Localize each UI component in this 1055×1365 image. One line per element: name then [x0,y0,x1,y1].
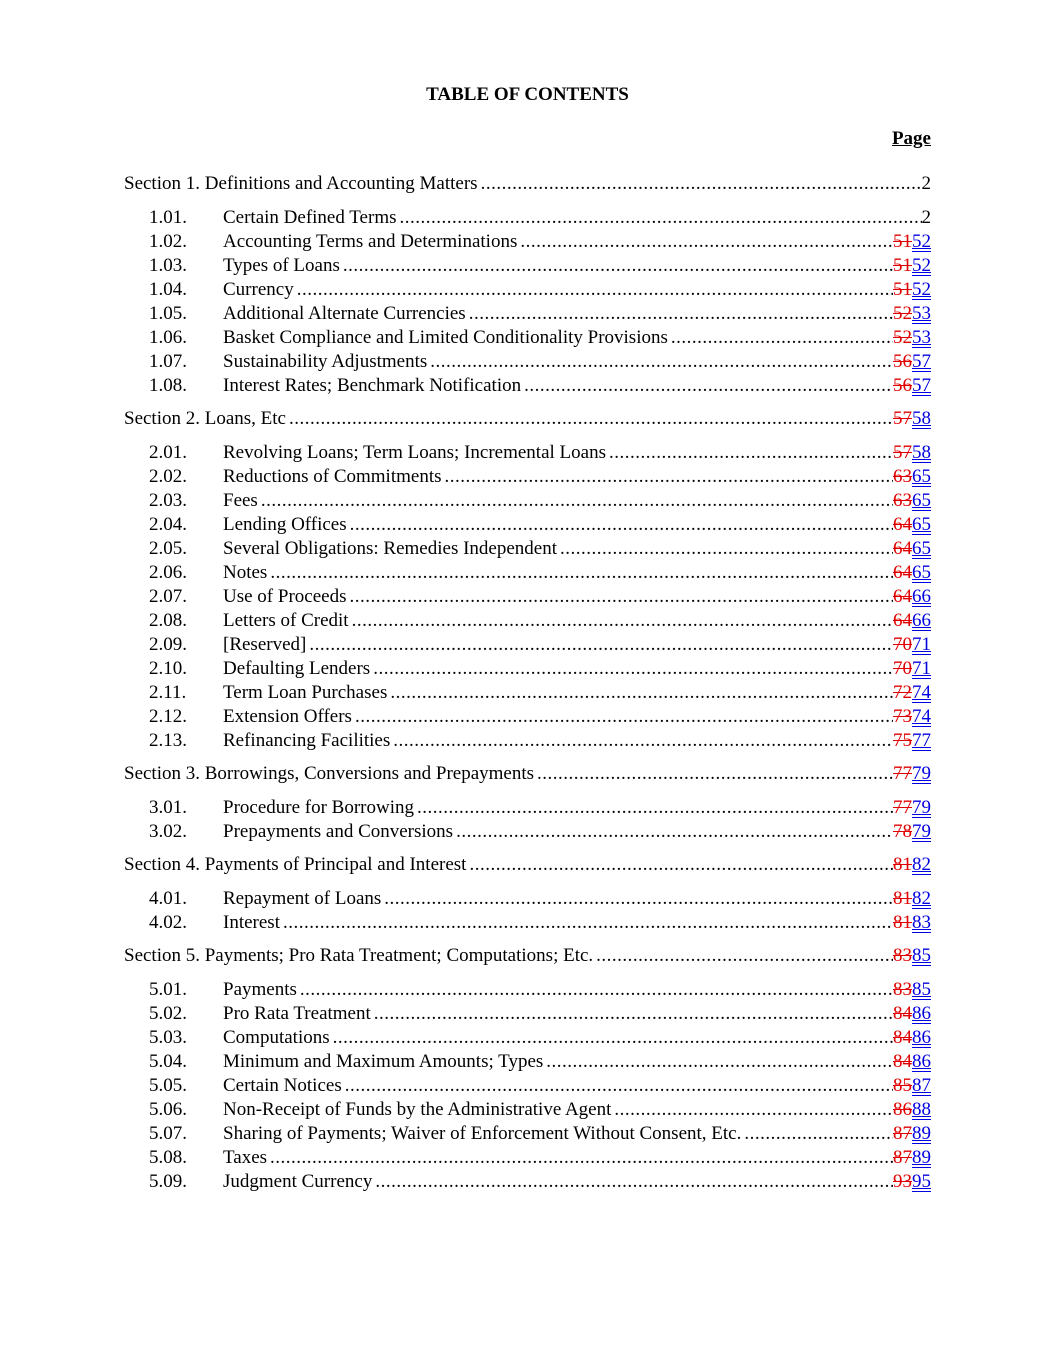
entry-page [893,609,931,633]
inserted-page-number[interactable]: 66 [912,610,931,631]
dot-leader [668,326,893,350]
dot-leader [390,729,893,753]
entry-page [893,537,931,561]
entry-page [893,1170,931,1194]
entry-page [893,633,931,657]
toc-subsection-entry[interactable] [124,681,931,705]
toc-subsection-entry[interactable] [124,1146,931,1170]
entry-page [893,1146,931,1170]
entry-title: Section 5. Payments; Pro Rata Treatment; Computations; Etc. [124,945,594,966]
dot-leader [267,561,893,585]
toc-subsection-entry[interactable] [124,374,931,398]
entry-title: Reductions of Commitments [223,466,442,487]
toc-subsection-entry[interactable] [124,1002,931,1026]
inserted-page-number[interactable]: 79 [912,821,931,842]
dot-leader [466,302,893,326]
dot-leader [534,762,893,786]
entry-number: 1.03. [149,255,187,276]
entry-page [893,585,931,609]
toc-subsection-entry[interactable] [124,978,931,1002]
entry-page [893,254,931,278]
entry-title: Section 1. Definitions and Accounting Matters [124,173,478,194]
toc-subsection-entry[interactable] [124,350,931,374]
entry-title: Prepayments and Conversions [223,821,454,842]
entry-page [893,820,931,844]
dot-leader [387,681,893,705]
entry-page [893,326,931,350]
inserted-page-number[interactable]: 65 [912,514,931,535]
toc-subsection-entry[interactable] [124,705,931,729]
toc-subsection-entry[interactable] [124,657,931,681]
entry-title: Defaulting Lenders [223,658,371,679]
dot-leader [397,206,922,230]
entry-title: Sustainability Adjustments [223,351,428,372]
entry-title: Additional Alternate Currencies [223,303,466,324]
dot-leader [306,633,893,657]
inserted-page-number[interactable]: 88 [912,1099,931,1120]
toc-section-entry[interactable] [124,853,931,877]
entry-title: Extension Offers [223,706,352,727]
inserted-page-number[interactable]: 79 [912,763,931,784]
dot-leader [611,1098,893,1122]
page-number: 2 [921,173,931,194]
dot-leader [521,374,893,398]
entry-number: 3.02. [149,821,187,842]
toc-subsection-entry[interactable] [124,1050,931,1074]
entry-page [893,853,931,877]
entry-title: Pro Rata Treatment [223,1003,371,1024]
deleted-page-number: 86 [893,1099,912,1120]
inserted-page-number[interactable]: 83 [912,912,931,933]
entry-number: 5.07. [149,1123,187,1144]
dot-leader [427,350,893,374]
deleted-page-number: 84 [893,1051,912,1072]
inserted-page-number[interactable]: 95 [912,1171,931,1192]
toc-subsection-entry[interactable] [124,633,931,657]
dot-leader [286,407,893,431]
deleted-page-number: 70 [893,658,912,679]
entry-number: 2.04. [149,514,187,535]
deleted-page-number: 56 [893,375,912,396]
dot-leader [294,278,893,302]
dot-leader [453,820,893,844]
toc-subsection-entry[interactable] [124,489,931,513]
toc-subsection-entry[interactable] [124,513,931,537]
entry-title: Certain Notices [223,1075,342,1096]
dot-leader [557,537,893,561]
dot-leader [258,489,893,513]
entry-page [893,729,931,753]
entry-title: Repayment of Loans [223,888,382,909]
inserted-page-number[interactable]: 53 [912,327,931,348]
entry-number: 5.08. [149,1147,187,1168]
deleted-page-number: 87 [893,1147,912,1168]
entry-number: 2.03. [149,490,187,511]
toc-subsection-entry[interactable] [124,302,931,326]
toc-subsection-entry[interactable] [124,1098,931,1122]
entry-title: Section 4. Payments of Principal and Interest [124,854,467,875]
deleted-page-number: 51 [893,279,912,300]
entry-number: 2.13. [149,730,187,751]
inserted-page-number[interactable]: 87 [912,1075,931,1096]
dot-leader [330,1026,893,1050]
toc-subsection-entry[interactable] [124,911,931,935]
deleted-page-number: 81 [893,912,912,933]
inserted-page-number[interactable]: 66 [912,586,931,607]
entry-page [893,441,931,465]
toc-subsection-entry[interactable] [124,441,931,465]
toc-subsection-entry[interactable] [124,585,931,609]
inserted-page-number[interactable]: 52 [912,255,931,276]
entry-page [893,762,931,786]
entry-title: Non-Receipt of Funds by the Administrative Agent [223,1099,612,1120]
deleted-page-number: 83 [893,945,912,966]
entry-page [893,1050,931,1074]
dot-leader [370,657,893,681]
dot-leader [606,441,893,465]
entry-number: 1.06. [149,327,187,348]
deleted-page-number: 87 [893,1123,912,1144]
dot-leader [466,853,893,877]
inserted-page-number[interactable]: 57 [912,375,931,396]
deleted-page-number: 81 [893,888,912,909]
toc-section-entry[interactable] [124,762,931,786]
table-of-contents [124,172,931,1194]
dot-leader [352,705,893,729]
deleted-page-number: 64 [893,514,912,535]
dot-leader [267,1146,893,1170]
deleted-page-number: 63 [893,490,912,511]
inserted-page-number[interactable]: 58 [912,442,931,463]
entry-page [893,350,931,374]
entry-number: 5.05. [149,1075,187,1096]
entry-title: Use of Proceeds [223,586,347,607]
entry-title: Section 3. Borrowings, Conversions and Prepayments [124,763,535,784]
entry-number: 2.08. [149,610,187,631]
entry-page [893,513,931,537]
toc-subsection-entry[interactable] [124,1122,931,1146]
entry-title: Interest [223,912,280,933]
deleted-page-number: 78 [893,821,912,842]
entry-title: Procedure for Borrowing [223,797,415,818]
entry-page [893,681,931,705]
deleted-page-number: 51 [893,255,912,276]
deleted-page-number: 85 [893,1075,912,1096]
toc-section-entry[interactable] [124,944,931,968]
inserted-page-number[interactable]: 65 [912,466,931,487]
entry-title: Interest Rates; Benchmark Notification [223,375,522,396]
entry-page [893,374,931,398]
entry-number: 5.02. [149,1003,187,1024]
entry-number: 1.02. [149,231,187,252]
deleted-page-number: 81 [893,854,912,875]
entry-number: 2.07. [149,586,187,607]
entry-title: Taxes [223,1147,268,1168]
dot-leader [342,1074,893,1098]
entry-number: 3.01. [149,797,187,818]
entry-number: 4.02. [149,912,187,933]
dot-leader [346,585,893,609]
inserted-page-number[interactable]: 74 [912,682,931,703]
entry-number: 4.01. [149,888,187,909]
entry-number: 1.07. [149,351,187,372]
entry-title: Certain Defined Terms [223,207,397,228]
dot-leader [349,609,893,633]
inserted-page-number[interactable]: 86 [912,1051,931,1072]
entry-number: 2.11. [149,682,187,703]
deleted-page-number: 57 [893,408,912,429]
entry-number: 2.01. [149,442,187,463]
toc-subsection-entry[interactable] [124,254,931,278]
inserted-page-number[interactable]: 71 [912,634,931,655]
dot-leader [297,978,893,1002]
dot-leader [347,513,893,537]
entry-number: 5.03. [149,1027,187,1048]
inserted-page-number[interactable]: 58 [912,408,931,429]
dot-leader [381,887,893,911]
inserted-page-number[interactable]: 89 [912,1123,931,1144]
dot-leader [371,1002,893,1026]
toc-subsection-entry[interactable] [124,326,931,350]
entry-page [893,1122,931,1146]
deleted-page-number: 83 [893,979,912,1000]
entry-title: Payments [223,979,297,1000]
dot-leader [741,1122,893,1146]
inserted-page-number[interactable]: 82 [912,888,931,909]
deleted-page-number: 64 [893,562,912,583]
entry-title: Accounting Terms and Determinations [223,231,518,252]
inserted-page-number[interactable]: 53 [912,303,931,324]
entry-title: [Reserved] [223,634,307,655]
inserted-page-number[interactable]: 85 [912,979,931,1000]
entry-page [893,657,931,681]
toc-section-entry[interactable] [124,407,931,431]
entry-number: 1.08. [149,375,187,396]
entry-title: Several Obligations: Remedies Independent [223,538,557,559]
toc-subsection-entry[interactable] [124,729,931,753]
inserted-page-number[interactable]: 82 [912,854,931,875]
inserted-page-number[interactable]: 52 [912,279,931,300]
entry-title: Basket Compliance and Limited Conditionality Provisions [223,327,668,348]
deleted-page-number: 64 [893,610,912,631]
deleted-page-number: 63 [893,466,912,487]
entry-page [893,465,931,489]
dot-leader [517,230,893,254]
dot-leader [543,1050,893,1074]
entry-title: Term Loan Purchases [223,682,388,703]
toc-subsection-entry[interactable] [124,796,931,820]
dot-leader [340,254,893,278]
toc-subsection-entry[interactable] [124,465,931,489]
deleted-page-number: 93 [893,1171,912,1192]
entry-title: Computations [223,1027,330,1048]
toc-section-entry[interactable] [124,172,931,196]
entry-title: Types of Loans [223,255,340,276]
deleted-page-number: 77 [893,797,912,818]
deleted-page-number: 57 [893,442,912,463]
inserted-page-number[interactable]: 85 [912,945,931,966]
dot-leader [280,911,893,935]
entry-number: 5.09. [149,1171,187,1192]
entry-page [893,705,931,729]
entry-page [893,796,931,820]
entry-page [893,944,931,968]
dot-leader [442,465,894,489]
entry-number: 5.01. [149,979,187,1000]
entry-title: Lending Offices [223,514,347,535]
entry-number: 2.05. [149,538,187,559]
entry-number: 2.10. [149,658,187,679]
entry-page [893,407,931,431]
inserted-page-number[interactable]: 86 [912,1027,931,1048]
entry-page [893,1098,931,1122]
toc-subsection-entry[interactable] [124,1170,931,1194]
deleted-page-number: 52 [893,327,912,348]
deleted-page-number: 72 [893,682,912,703]
entry-title: Notes [223,562,268,583]
deleted-page-number: 84 [893,1003,912,1024]
entry-title: Sharing of Payments; Waiver of Enforcement Without Consent, Etc. [223,1123,742,1144]
deleted-page-number: 73 [893,706,912,727]
inserted-page-number[interactable]: 89 [912,1147,931,1168]
entry-title: Judgment Currency [223,1171,373,1192]
toc-subsection-entry[interactable] [124,278,931,302]
toc-subsection-entry[interactable] [124,1026,931,1050]
page-title: TABLE OF CONTENTS [426,84,629,105]
entry-title: Section 2. Loans, Etc [124,408,286,429]
dot-leader [414,796,893,820]
entry-title: Fees [223,490,258,511]
entry-title: Minimum and Maximum Amounts; Types [223,1051,544,1072]
toc-subsection-entry[interactable] [124,1074,931,1098]
deleted-page-number: 77 [893,763,912,784]
toc-subsection-entry[interactable] [124,206,931,230]
entry-number: 1.05. [149,303,187,324]
toc-subsection-entry[interactable] [124,609,931,633]
entry-number: 1.01. [149,207,187,228]
entry-number: 1.04. [149,279,187,300]
entry-page [893,887,931,911]
deleted-page-number: 64 [893,586,912,607]
entry-page [893,1002,931,1026]
entry-number: 5.04. [149,1051,187,1072]
entry-page [893,302,931,326]
inserted-page-number[interactable]: 79 [912,797,931,818]
toc-subsection-entry[interactable] [124,561,931,585]
entry-title: Refinancing Facilities [223,730,391,751]
dot-leader [478,172,922,196]
inserted-page-number[interactable]: 74 [912,706,931,727]
entry-page [893,1026,931,1050]
deleted-page-number: 56 [893,351,912,372]
entry-page [893,278,931,302]
entry-page [893,489,931,513]
entry-number: 2.12. [149,706,187,727]
page-column-header: Page [891,128,931,149]
toc-subsection-entry[interactable] [124,887,931,911]
page-number: 2 [921,207,931,228]
deleted-page-number: 70 [893,634,912,655]
entry-page [893,911,931,935]
inserted-page-number[interactable]: 57 [912,351,931,372]
inserted-page-number[interactable]: 86 [912,1003,931,1024]
deleted-page-number: 51 [893,231,912,252]
toc-subsection-entry[interactable] [124,537,931,561]
entry-number: 2.09. [149,634,187,655]
deleted-page-number: 84 [893,1027,912,1048]
entry-page [922,206,932,230]
inserted-page-number[interactable]: 52 [912,231,931,252]
entry-title: Revolving Loans; Term Loans; Incremental Loans [223,442,606,463]
entry-page [893,230,931,254]
deleted-page-number: 52 [893,303,912,324]
entry-title: Letters of Credit [223,610,349,631]
toc-subsection-entry[interactable] [124,230,931,254]
inserted-page-number[interactable]: 65 [912,490,931,511]
entry-title: Currency [223,279,294,300]
entry-number: 2.06. [149,562,187,583]
inserted-page-number[interactable]: 65 [912,562,931,583]
toc-subsection-entry[interactable] [124,820,931,844]
entry-number: 2.02. [149,466,187,487]
inserted-page-number[interactable]: 65 [912,538,931,559]
entry-page [893,978,931,1002]
entry-page [893,561,931,585]
inserted-page-number[interactable]: 71 [912,658,931,679]
entry-number: 5.06. [149,1099,187,1120]
entry-page [922,172,932,196]
deleted-page-number: 64 [893,538,912,559]
entry-page [893,1074,931,1098]
dot-leader [372,1170,893,1194]
inserted-page-number[interactable]: 77 [912,730,931,751]
deleted-page-number: 75 [893,730,912,751]
dot-leader [593,944,893,968]
